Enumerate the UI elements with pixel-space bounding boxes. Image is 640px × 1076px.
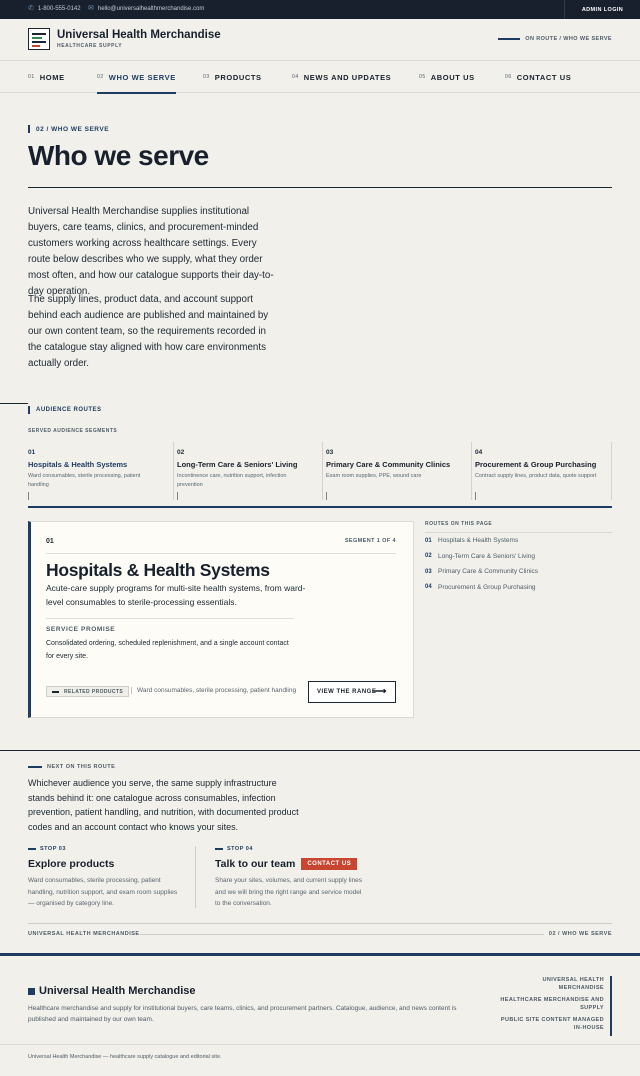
next-route-text: Whichever audience you serve, the same supply infrastructure stands behind it: one catalogue across consumables, infection prevention, patient handling, and nutrition, with documented product codes and an account contact who knows your sites. <box>28 778 299 832</box>
audience-cards <box>28 442 612 508</box>
nav-item-who-we-serve[interactable]: 02 WHO WE SERVE <box>97 61 176 93</box>
next-route-label: NEXT ON THIS ROUTE <box>28 764 115 770</box>
divider <box>28 923 612 924</box>
main-nav <box>0 60 640 93</box>
mail-icon: ✉ <box>88 5 94 12</box>
title-divider <box>28 187 612 188</box>
breadcrumb: 02 / WHO WE SERVE <box>28 125 109 133</box>
step-explore-products: STOP 03 Explore products Ward consumables, sterile processing, patient handling, nutrition support, and exam room supplies — organised by category line. <box>28 846 178 907</box>
routes-heading: ROUTES ON THIS PAGE <box>425 521 612 533</box>
segment-number: 01 <box>46 538 54 545</box>
intro-paragraph-1: Universal Health Merchandise supplies institutional buyers, care teams, clinics, and procurement-minded customers working across healthcare settings. Every route below describes who we supply, what they order most often, and how our catalogue supports their day-to-day operation. <box>28 206 274 297</box>
utility-bar <box>0 0 640 19</box>
logo-icon <box>28 988 35 995</box>
site-footer <box>0 953 640 1076</box>
service-promise-label: SERVICE PROMISE <box>46 626 116 633</box>
explore-products-link[interactable]: Explore products <box>28 858 115 870</box>
email-address: hello@universalhealthmerchandise.com <box>97 6 205 12</box>
nav-item-home[interactable]: 01 HOME <box>28 72 65 82</box>
email-link[interactable] <box>88 6 204 12</box>
route-link-procurement[interactable]: 04 Procurement & Group Purchasing <box>425 583 536 591</box>
audience-card-procurement[interactable]: 04 Procurement & Group Purchasing Contract supply lines, product data, quote support <box>475 442 612 500</box>
related-products-text: Ward consumables, sterile processing, patient handling <box>131 687 296 694</box>
segment-title: Hospitals & Health Systems <box>46 560 270 580</box>
related-products-tag: RELATED PRODUCTS <box>46 686 129 697</box>
phone-icon: ✆ <box>28 5 34 12</box>
logo-icon[interactable] <box>28 28 50 50</box>
page-title: Who we serve <box>28 140 209 171</box>
service-promise-text: Consolidated ordering, scheduled replenishment, and a single account contact for every site. <box>46 640 289 660</box>
footer-meta: UNIVERSAL HEALTH MERCHANDISE HEALTHCARE MERCHANDISE AND SUPPLY PUBLIC SITE CONTENT MANAGED IN-HOUSE <box>500 976 612 1036</box>
step-divider <box>195 846 196 908</box>
route-indicator: ON ROUTE / WHO WE SERVE <box>498 36 612 42</box>
intro-paragraph-2: The supply lines, product data, and account support behind each audience are published and maintained by our own content team, so the requirements recorded in the catalogue stay aligned with how care environments actually order. <box>28 294 269 369</box>
routes-on-page <box>425 521 612 595</box>
nav-item-contact[interactable]: 06 CONTACT US <box>505 72 572 82</box>
segments-label: SERVED AUDIENCE SEGMENTS <box>28 428 118 434</box>
audience-routes-label: AUDIENCE ROUTES <box>28 406 102 414</box>
nav-item-products[interactable]: 03 PRODUCTS <box>203 72 262 82</box>
route-link-hospitals[interactable]: 01 Hospitals & Health Systems <box>425 537 519 545</box>
audience-card-hospitals[interactable]: 01 Hospitals & Health Systems Ward consumables, sterile processing, patient handling <box>28 442 174 500</box>
footer-description: Healthcare merchandise and supply for institutional buyers, care teams, clinics, and procurement partners. Catalogue, audience, and news content is published and maintained by our own team. <box>28 1005 457 1023</box>
phone-number: 1-800-555-0142 <box>37 6 81 12</box>
segment-description: Acute-care supply programs for multi-site health systems, from ward-level consumables to sterile-processing essentials. <box>46 583 306 607</box>
talk-to-team-title: Talk to our team <box>215 858 296 870</box>
footer-brand[interactable]: Universal Health Merchandise <box>28 985 196 997</box>
route-link-long-term-care[interactable]: 02 Long-Term Care & Seniors' Living <box>425 552 535 560</box>
phone-link[interactable] <box>28 6 81 12</box>
route-footer: UNIVERSAL HEALTH MERCHANDISE 02 / WHO WE SERVE <box>28 931 612 937</box>
section-divider <box>0 750 640 751</box>
footer-copyright: Universal Health Merchandise — healthcare supply catalogue and editorial site. <box>28 1054 222 1060</box>
nav-item-about[interactable]: 05 ABOUT US <box>419 72 475 82</box>
contact-us-button[interactable]: CONTACT US <box>301 858 357 870</box>
segment-counter: SEGMENT 1 OF 4 <box>344 538 396 544</box>
segment-detail-panel <box>28 521 414 718</box>
audience-card-primary-care[interactable]: 03 Primary Care & Community Clinics Exam room supplies, PPE, wound care <box>326 442 472 500</box>
brand-subtitle: HEALTHCARE SUPPLY <box>57 43 123 49</box>
view-range-button[interactable]: VIEW THE RANGE ⟶ <box>308 681 396 703</box>
route-link-primary-care[interactable]: 03 Primary Care & Community Clinics <box>425 568 539 576</box>
site-header <box>0 19 640 60</box>
section-divider <box>0 403 28 404</box>
step-talk-to-team: STOP 04 Talk to our team CONTACT US Share your sites, volumes, and current supply lines and we will bring the right range and service model to the conversation. <box>215 846 363 907</box>
arrow-right-icon: ⟶ <box>372 686 387 697</box>
nav-item-news[interactable]: 04 NEWS AND UPDATES <box>292 72 392 82</box>
admin-login-link[interactable]: ADMIN LOGIN <box>564 0 640 19</box>
audience-card-long-term-care[interactable]: 02 Long-Term Care & Seniors' Living Incontinence care, nutrition support, infection prevention <box>177 442 323 500</box>
brand-name[interactable]: Universal Health Merchandise <box>57 29 221 41</box>
